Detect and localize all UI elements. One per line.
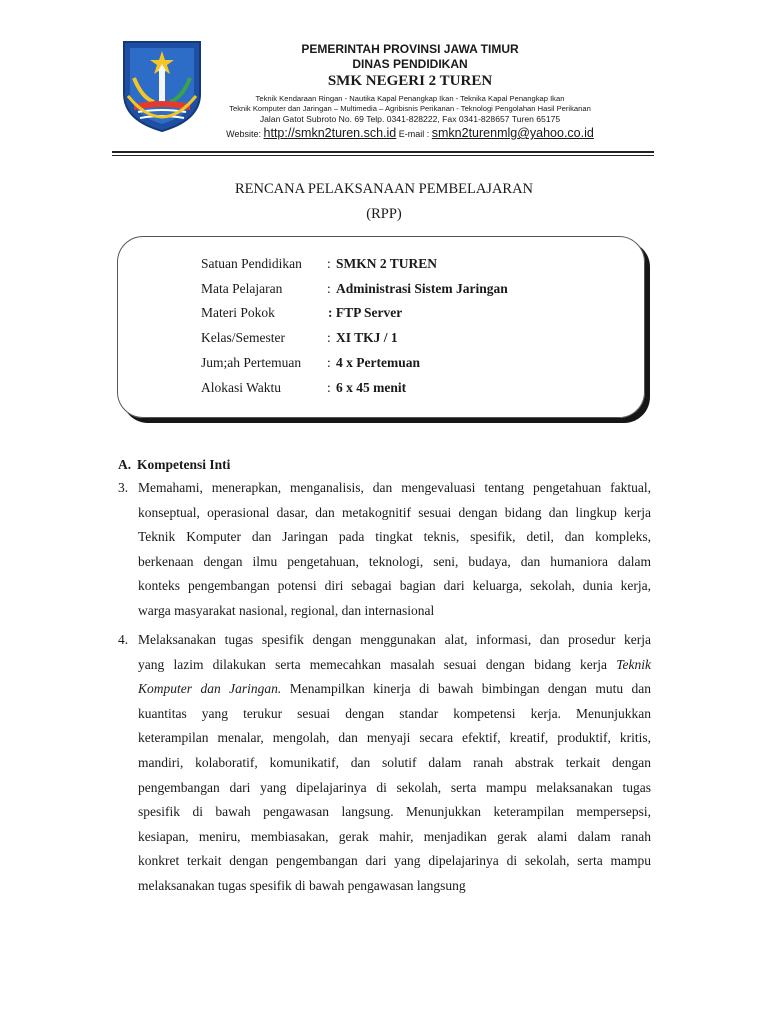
paragraph-line: mandiri, kolaboratif, komunikatif, dan solutif dalam ranah abstrak terkait dengan bbox=[138, 755, 651, 770]
letterhead-divider-thick bbox=[112, 151, 654, 153]
paragraph-line: keterampilan menalar, mengolah, dan menyaji secara efektif, kreatif, produktif, kritis, bbox=[138, 730, 651, 746]
email-label: E-mail : bbox=[398, 129, 430, 139]
info-colon: : bbox=[327, 330, 331, 345]
paragraph-line: pengembangan dari yang dipelajarinya di sekolah, serta mampu melaksanakan tugas bbox=[138, 779, 651, 795]
letterhead-province: PEMERINTAH PROVINSI JAWA TIMUR bbox=[301, 42, 519, 56]
info-label: Mata Pelajaran bbox=[201, 281, 283, 296]
paragraph-line: warga masyarakat nasional, regional, dan internasional bbox=[138, 603, 435, 618]
paragraph-line: konseptual, operasional dasar, dan metakognitif sesuai dengan bidang dan lingkup kerja bbox=[138, 504, 651, 520]
info-colon: : bbox=[327, 355, 331, 370]
paragraph-line: Melaksanakan tugas spesifik dengan menggunakan alat, informasi, dan prosedur kerja bbox=[138, 632, 651, 647]
website-link[interactable]: http://smkn2turen.sch.id bbox=[263, 126, 397, 140]
emphasis-text: Komputer dan Jaringan. bbox=[138, 681, 282, 697]
letterhead-divider-thin bbox=[112, 155, 654, 156]
text-run: yang lazim dilakukan serta memecahkan masalah sesuai dengan bidang kerja bbox=[138, 656, 608, 672]
letterhead-programs-line-1: Teknik Kendaraan Ringan - Nautika Kapal Penangkap Ikan - Teknika Kapal Penangkap Ikan bbox=[255, 94, 565, 103]
info-value: 6 x 45 menit bbox=[336, 380, 407, 395]
paragraph-line: melaksanakan tugas spesifik di bawah pengawasan langsung bbox=[138, 878, 466, 893]
info-label: Materi Pokok bbox=[201, 305, 275, 320]
paragraph-line: kuantitas yang terukur sesuai dengan standar kompetensi kerja. Menunjukkan bbox=[138, 705, 651, 721]
section-letter: A. bbox=[118, 457, 132, 472]
info-label: Kelas/Semester bbox=[201, 330, 285, 345]
paragraph-line: berkenaan dengan ilmu pengetahuan, teknologi, seni, budaya, dan humaniora dalam bbox=[138, 553, 651, 569]
info-colon: : bbox=[327, 380, 331, 395]
info-colon: : bbox=[327, 256, 331, 271]
document-subtitle: (RPP) bbox=[366, 206, 402, 222]
info-value: SMKN 2 TUREN bbox=[336, 256, 438, 271]
document-title: RENCANA PELAKSANAAN PEMBELAJARAN bbox=[234, 181, 534, 197]
letterhead-contact bbox=[200, 126, 620, 140]
paragraph-line bbox=[138, 677, 651, 702]
paragraph-line: kesiapan, meniru, membiasakan, gerak mahir, menjadikan gerak alami dalam ranah bbox=[138, 828, 651, 844]
letterhead-school-name: SMK NEGERI 2 TUREN bbox=[327, 73, 493, 89]
info-value: Administrasi Sistem Jaringan bbox=[336, 281, 508, 296]
list-item-number-4: 4. bbox=[118, 632, 129, 647]
east-java-coat-of-arms-logo bbox=[120, 38, 204, 134]
info-colon: : bbox=[327, 281, 331, 296]
letterhead-address: Jalan Gatot Subroto No. 69 Telp. 0341-828222, Fax 0341-828657 Turen 65175 bbox=[259, 114, 561, 124]
list-item-number-3: 3. bbox=[118, 480, 129, 495]
info-label: Satuan Pendidikan bbox=[201, 256, 302, 271]
paragraph-line bbox=[138, 653, 651, 678]
paragraph-line: Teknik Komputer dan Jaringan pada tingkat teknis, spesifik, detil, dan kompleks, bbox=[138, 529, 651, 545]
section-title: Kompetensi Inti bbox=[137, 457, 231, 472]
info-label: Jum;ah Pertemuan bbox=[201, 355, 302, 370]
text-run: Menampilkan kinerja di bawah bimbingan dengan mutu dan bbox=[289, 681, 652, 697]
paragraph-line: konteks pengembangan potensi diri sebagai bagian dari keluarga, sekolah, dunia kerja, bbox=[138, 578, 651, 594]
paragraph-line: konkret terkait dengan pengembangan dari yang dipelajarinya di sekolah, serta mampu bbox=[138, 853, 651, 869]
email-link[interactable]: smkn2turenmlg@yahoo.co.id bbox=[431, 126, 594, 140]
paragraph-line: Memahami, menerapkan, menganalisis, dan mengevaluasi tentang pengetahuan faktual, bbox=[138, 480, 651, 495]
website-label: Website: bbox=[226, 129, 261, 139]
letterhead-agency: DINAS PENDIDIKAN bbox=[352, 57, 468, 71]
paragraph-line: spesifik di bawah pengawasan langsung. Menunjukkan keterampilan mempersepsi, bbox=[138, 804, 651, 820]
info-value: XI TKJ / 1 bbox=[336, 330, 398, 345]
letterhead-programs-line-2: Teknik Komputer dan Jaringan – Multimedia – Agribisnis Perikanan - Teknologi Pengolahan Hasil Perikanan bbox=[229, 104, 591, 113]
info-value: : FTP Server bbox=[328, 305, 403, 320]
emphasis-text: Teknik bbox=[616, 656, 651, 672]
info-value: 4 x Pertemuan bbox=[336, 355, 420, 370]
info-label: Alokasi Waktu bbox=[201, 380, 282, 395]
